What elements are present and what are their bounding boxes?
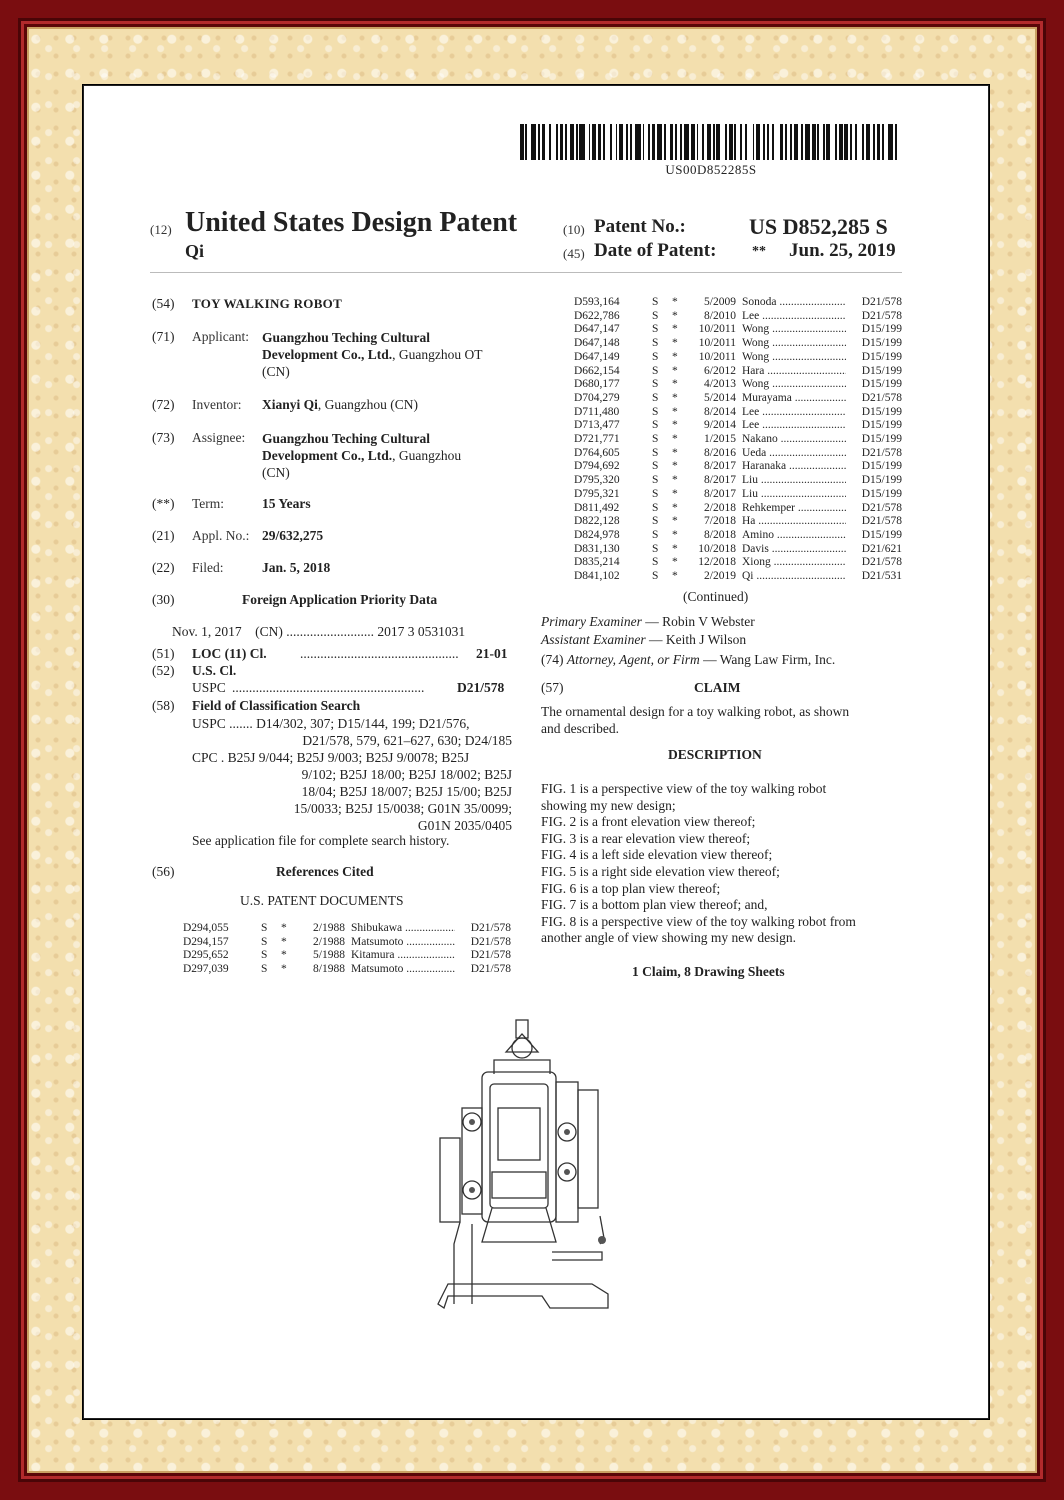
date-marker: ** [752,244,766,259]
reference-row [574,556,902,570]
header-rule [150,272,902,273]
reference-d: 10/2011 [698,337,736,350]
references-title: References Cited [276,864,374,879]
reference-s: S [652,487,659,500]
reference-s: S [652,528,659,541]
reference-c: D15/199 [846,351,902,365]
reference-i: Ueda ..... [742,447,846,461]
reference-d: 8/2010 [704,309,736,322]
reference-st: * [672,405,678,418]
reference-c: D21/578 [846,392,902,406]
reference-no: D795,320 [574,474,620,487]
appl-no-label: Appl. No.: [192,528,250,543]
reference-c: D21/578 [455,922,511,936]
code-73: (73) [152,430,175,445]
reference-s: S [652,419,659,432]
filed-value: Jan. 5, 2018 [262,560,331,575]
applicant-name-2: Development Co., Ltd. [262,347,393,362]
us-cl-label: U.S. Cl. [192,663,237,678]
reference-i: Nakano ..... [742,433,846,447]
reference-st: * [672,474,678,487]
reference-c: D15/199 [846,419,902,433]
reference-c: D15/199 [846,433,902,447]
reference-c: D21/578 [455,963,511,977]
search-note: See application file for complete search history. [192,833,450,848]
reference-st: * [672,433,678,446]
uspc-value: D21/578 [457,680,505,695]
primary-examiner [541,614,755,630]
reference-i: Matsumoto ..... [351,936,455,950]
reference-row [183,922,511,936]
reference-s: S [652,309,659,322]
reference-d: 8/2017 [704,460,736,473]
reference-no: D764,605 [574,446,620,459]
applicant-block [262,329,522,380]
term-label: Term: [192,496,225,511]
reference-s: S [652,323,659,336]
reference-c: D15/199 [846,474,902,488]
reference-s: S [652,364,659,377]
reference-i: Wong ..... [742,337,846,351]
reference-row [574,460,902,474]
reference-s: S [652,337,659,350]
description-line: another angle of view showing my new design. [541,930,796,946]
cpc-search-line: 9/102; B25J 18/00; B25J 18/002; B25J [301,767,512,782]
loc-label: LOC (11) Cl. [192,646,267,661]
reference-c: D15/199 [846,460,902,474]
reference-c: D15/199 [846,406,902,420]
reference-st: * [672,364,678,377]
barcode-number: US00D852285S [665,162,757,177]
reference-c: D15/199 [846,337,902,351]
reference-no: D795,321 [574,487,620,500]
code-58: (58) [152,698,175,713]
code-54: (54) [152,296,175,311]
reference-i: Murayama ..... [742,392,846,406]
description-line: FIG. 4 is a left side elevation view thereof; [541,847,773,863]
reference-no: D721,771 [574,433,620,446]
reference-s: S [652,350,659,363]
reference-no: D704,279 [574,391,620,404]
reference-row [574,323,902,337]
reference-d: 5/1988 [313,949,345,962]
reference-row [574,570,902,584]
applicant-place: , Guangzhou OT [392,347,483,362]
cpc-search-line: G01N 2035/0405 [417,818,512,833]
code-52: (52) [152,663,175,678]
reference-row [183,963,511,977]
reference-row [574,296,902,310]
reference-s: S [652,378,659,391]
reference-d: 5/2009 [704,296,736,308]
assistant-examiner [541,632,746,648]
reference-st: * [281,963,287,976]
inventor-name: Xianyi Qi [262,397,318,412]
reference-c: D21/578 [455,949,511,963]
reference-row [574,433,902,447]
reference-s: S [652,501,659,514]
claims-sheets-summary: 1 Claim, 8 Drawing Sheets [632,964,785,979]
claim-line: and described. [541,721,619,736]
reference-no: D831,130 [574,542,620,555]
description-title: DESCRIPTION [668,747,762,762]
reference-row [574,310,902,324]
reference-s: S [652,515,659,528]
code-22: (22) [152,560,175,575]
code-term: (**) [152,496,175,511]
reference-no: D841,102 [574,570,620,583]
assignee-block [262,430,522,481]
reference-c: D15/199 [846,365,902,379]
reference-d: 10/2018 [698,542,736,555]
reference-row [574,529,902,543]
reference-no: D811,492 [574,501,620,514]
reference-d: 2/1988 [313,922,345,934]
cpc-search-line: CPC . B25J 9/044; B25J 9/003; B25J 9/0078; B25J [192,750,470,765]
date-label: Date of Patent: [594,240,717,261]
reference-d: 9/2014 [704,419,736,432]
reference-row [574,351,902,365]
reference-no: D835,214 [574,556,620,569]
loc-value: 21-01 [476,646,508,661]
reference-c: D21/621 [846,543,902,557]
reference-d: 8/2017 [704,487,736,500]
attorney [541,652,835,668]
reference-i: Sonoda ..... [742,296,846,310]
reference-s: S [261,922,268,934]
reference-st: * [672,501,678,514]
reference-i: Amino ..... [742,529,846,543]
code-45: (45) [563,246,585,261]
reference-c: D21/578 [846,296,902,310]
reference-st: * [672,378,678,391]
description-text [541,781,903,947]
reference-c: D21/578 [846,502,902,516]
reference-i: Lee ..... [742,310,846,324]
right-references-list [574,296,902,584]
reference-i: Ha ..... [742,515,846,529]
reference-i: Haranaka ..... [742,460,846,474]
reference-st: * [672,528,678,541]
reference-d: 8/1988 [313,963,345,976]
reference-no: D711,480 [574,405,620,418]
term-value: 15 Years [262,496,311,511]
reference-c: D21/578 [846,447,902,461]
description-line: FIG. 2 is a front elevation view thereof; [541,814,756,830]
patent-no-label: Patent No.: [594,216,686,237]
reference-d: 5/2014 [704,391,736,404]
reference-st: * [281,949,287,962]
claim-text [541,703,903,737]
reference-no: D713,477 [574,419,620,432]
reference-c: D21/578 [846,556,902,570]
uspc-search-line: D21/578, 579, 621–627, 630; D24/185 [302,733,512,748]
reference-no: D647,148 [574,337,620,350]
reference-no: D647,149 [574,350,620,363]
reference-st: * [672,337,678,350]
reference-c: D21/578 [455,936,511,950]
description-line: FIG. 3 is a rear elevation view thereof; [541,830,751,846]
code-10: (10) [563,222,585,237]
invention-title: TOY WALKING ROBOT [192,296,343,311]
reference-st: * [672,542,678,555]
code-56: (56) [152,864,175,879]
reference-s: S [652,296,659,308]
description-line: FIG. 6 is a top plan view thereof; [541,880,721,896]
reference-row [574,488,902,502]
code-74: (74) [541,652,564,667]
reference-d: 8/2016 [704,446,736,459]
reference-s: S [652,542,659,555]
applicant-name-1: Guangzhou Teching Cultural [262,330,431,345]
reference-no: D297,039 [183,963,229,976]
primary-examiner-label: Primary Examiner [541,614,642,629]
reference-no: D294,157 [183,935,229,948]
reference-s: S [261,949,268,962]
reference-no: D294,055 [183,922,229,934]
filed-label: Filed: [192,560,224,575]
patent-date: Jun. 25, 2019 [789,240,896,261]
reference-i: Liu ..... [742,474,846,488]
reference-d: 2/1988 [313,935,345,948]
reference-row [574,515,902,529]
reference-i: Liu ..... [742,488,846,502]
assistant-examiner-name: — Keith J Wilson [645,632,747,647]
reference-d: 4/2013 [704,378,736,391]
reference-st: * [672,570,678,583]
reference-c: D15/199 [846,529,902,543]
reference-st: * [672,296,678,308]
assignee-place: , Guangzhou [392,448,462,463]
reference-row [574,543,902,557]
reference-s: S [261,963,268,976]
cpc-search-line: 15/0033; B25J 15/0038; G01N 35/0099; [293,801,512,816]
assistant-examiner-label: Assistant Examiner [541,632,646,647]
uspc-search [192,715,512,749]
assignee-label: Assignee: [192,430,246,445]
reference-st: * [672,460,678,473]
reference-st: * [672,350,678,363]
claim-line: The ornamental design for a toy walking robot, as shown [541,704,850,719]
code-57: (57) [541,680,564,695]
reference-i: Shibukawa ..... [351,922,455,936]
reference-st: * [672,323,678,336]
continued-note: (Continued) [683,589,749,604]
reference-d: 8/2014 [704,405,736,418]
description-line: FIG. 5 is a right side elevation view thereof; [541,863,780,879]
inventor-label: Inventor: [192,397,242,412]
reference-row [574,447,902,461]
reference-i: Lee ..... [742,406,846,420]
reference-s: S [261,935,268,948]
reference-d: 12/2018 [698,556,736,569]
reference-row [574,337,902,351]
reference-s: S [652,446,659,459]
inventor-surname: Qi [185,241,205,261]
uspc-label: USPC [192,680,226,695]
reference-no: D794,692 [574,460,620,473]
reference-st: * [672,391,678,404]
reference-i: Kitamura ..... [351,949,455,963]
reference-row [574,406,902,420]
reference-row [574,378,902,392]
code-21: (21) [152,528,175,543]
robot-drawing [432,1012,652,1312]
cpc-search [192,749,512,834]
description-line: FIG. 7 is a bottom plan view thereof; and, [541,897,768,913]
claim-title: CLAIM [694,680,741,695]
reference-no: D822,128 [574,515,620,528]
code-12: (12) [150,222,172,237]
reference-s: S [652,570,659,583]
attorney-label: Attorney, Agent, or Firm [566,652,700,667]
reference-d: 8/2018 [704,528,736,541]
reference-i: Lee ..... [742,419,846,433]
barcode [520,124,902,160]
reference-d: 10/2011 [698,350,736,363]
reference-d: 10/2011 [698,323,736,336]
appl-no-value: 29/632,275 [262,528,324,543]
reference-st: * [672,556,678,569]
reference-i: Wong ..... [742,323,846,337]
reference-st: * [672,515,678,528]
reference-d: 2/2018 [704,501,736,514]
reference-st: * [281,935,287,948]
code-30: (30) [152,592,175,607]
assignee-name-1: Guangzhou Teching Cultural [262,431,431,446]
reference-d: 7/2018 [704,515,736,528]
priority-line: Nov. 1, 2017 (CN) .......................... 2017 3 0531031 [172,624,466,639]
field-search-title: Field of Classification Search [192,698,361,713]
us-patent-docs: U.S. PATENT DOCUMENTS [240,893,404,908]
reference-i: Wong ..... [742,378,846,392]
reference-s: S [652,391,659,404]
reference-d: 2/2019 [704,570,736,583]
applicant-country: (CN) [262,364,290,379]
reference-st: * [281,922,287,934]
uspc-search-line: USPC ....... D14/302, 307; D15/144, 199; D21/576, [192,716,470,731]
uspc-dots: ......................................................... [232,680,425,695]
inventor-value [262,397,418,413]
left-references-list [183,922,511,977]
reference-i: Hara ..... [742,365,846,379]
applicant-label: Applicant: [192,329,249,344]
reference-s: S [652,433,659,446]
reference-d: 1/2015 [704,433,736,446]
reference-no: D662,154 [574,364,620,377]
reference-row [574,392,902,406]
assignee-name-2: Development Co., Ltd. [262,448,393,463]
attorney-name: — Wang Law Firm, Inc. [699,652,836,667]
reference-st: * [672,487,678,500]
patent-no: US D852,285 S [749,214,888,239]
description-line: showing my new design; [541,797,676,813]
reference-st: * [672,446,678,459]
reference-d: 6/2012 [704,364,736,377]
reference-st: * [672,309,678,322]
reference-no: D824,978 [574,528,620,541]
inventor-place: , Guangzhou (CN) [317,397,418,412]
reference-no: D647,147 [574,323,620,336]
reference-i: Davis ..... [742,543,846,557]
reference-c: D15/199 [846,323,902,337]
reference-c: D15/199 [846,378,902,392]
reference-row [574,419,902,433]
reference-no: D593,164 [574,296,620,308]
reference-c: D21/578 [846,515,902,529]
reference-s: S [652,460,659,473]
primary-examiner-name: — Robin V Webster [641,614,755,629]
reference-c: D15/199 [846,488,902,502]
reference-no: D295,652 [183,949,229,962]
barcode-bar [897,124,901,160]
reference-s: S [652,405,659,418]
reference-row [574,365,902,379]
reference-d: 8/2017 [704,474,736,487]
reference-st: * [672,419,678,432]
reference-row [183,936,511,950]
description-line: FIG. 8 is a perspective view of the toy walking robot from [541,913,856,929]
reference-row [183,949,511,963]
cpc-search-line: 18/04; B25J 18/007; B25J 15/00; B25J [301,784,512,799]
reference-s: S [652,474,659,487]
reference-s: S [652,556,659,569]
reference-i: Rehkemper ..... [742,502,846,516]
reference-i: Wong ..... [742,351,846,365]
assignee-country: (CN) [262,465,290,480]
reference-i: Xiong ..... [742,556,846,570]
reference-row [574,502,902,516]
reference-row [574,474,902,488]
loc-dots: ............................................... [300,646,459,661]
code-72: (72) [152,397,175,412]
document-title: United States Design Patent [185,207,518,238]
reference-i: Qi ..... [742,570,846,584]
code-51: (51) [152,646,175,661]
reference-c: D21/531 [846,570,902,584]
code-71: (71) [152,329,175,344]
reference-c: D21/578 [846,310,902,324]
reference-i: Matsumoto ..... [351,963,455,977]
priority-title: Foreign Application Priority Data [242,592,438,607]
description-line: FIG. 1 is a perspective view of the toy walking robot [541,781,827,796]
reference-no: D622,786 [574,309,620,322]
reference-no: D680,177 [574,378,620,391]
